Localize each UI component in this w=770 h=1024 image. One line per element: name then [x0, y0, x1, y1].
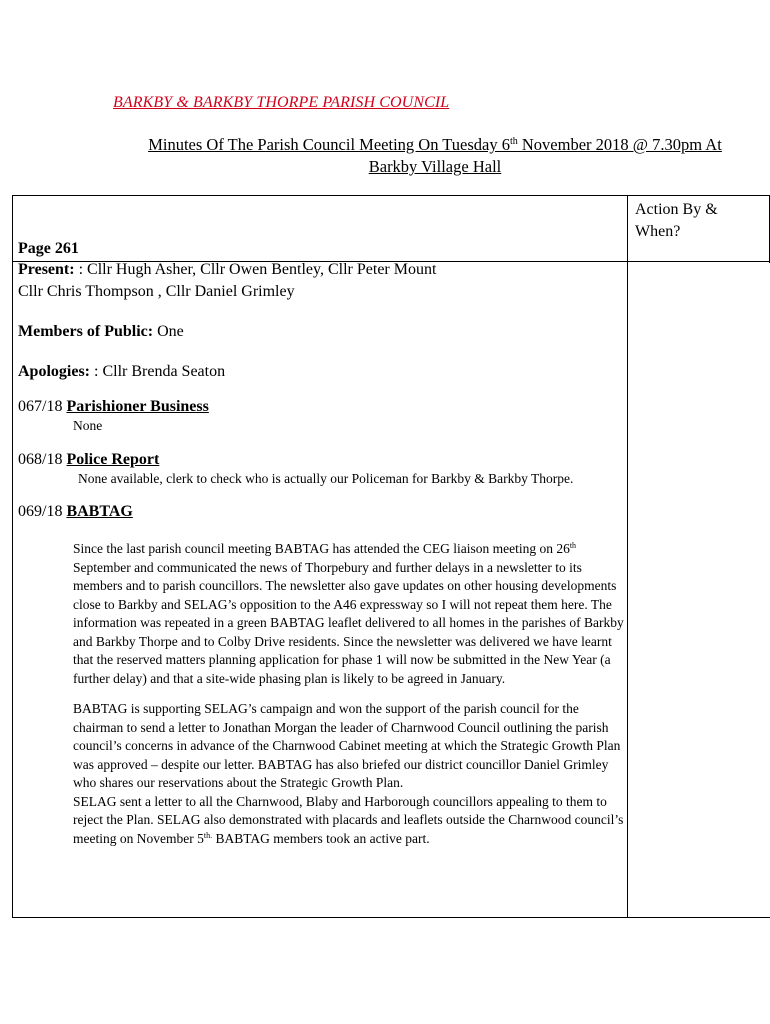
council-name: BARKBY & BARKBY THORPE PARISH COUNCIL — [113, 94, 450, 111]
babtag-paragraph-2: BABTAG is supporting SELAG’s campaign and won the support of the parish council for the chairman to send a letter to Jonathan Morgan the leader of Charnwood Council outlining the parish council’s concerns in advance of the Charnwood Cabinet meeting at which the Strategic Growth Plan was approved – despite our letter. BABTAG has also briefed our district councillor Daniel Grimley who shares our reservations about the Strategic Growth Plan. — [73, 701, 621, 790]
apologies: Apologies: : Cllr Brenda Seaton — [18, 363, 226, 380]
meeting-title-line1: Minutes Of The Parish Council Meeting On Tuesday 6th November 2018 @ 7.30pm At — [148, 135, 722, 154]
section-body-police-report: None available, clerk to check who is actually our Policeman for Barkby & Barkby Thorpe. — [78, 470, 574, 486]
section-body-parishioner-business: None — [73, 418, 103, 433]
section-heading-babtag: 069/18 BABTAG — [18, 503, 133, 520]
present-line-2: Cllr Chris Thompson , Cllr Daniel Grimley — [18, 283, 295, 300]
members-of-public: Members of Public: One — [18, 323, 184, 340]
meeting-title — [100, 134, 770, 178]
action-column-header: Action By & When? — [635, 201, 718, 240]
meeting-title-line2: Barkby Village Hall — [368, 157, 502, 176]
section-heading-parishioner-business: 067/18 Parishioner Business — [18, 398, 209, 415]
page-number: Page 261 — [18, 240, 79, 257]
present-line: Present: : Cllr Hugh Asher, Cllr Owen Bentley, Cllr Peter Mount — [18, 261, 437, 278]
minutes-content — [18, 239, 623, 848]
section-heading-police-report: 068/18 Police Report — [18, 450, 160, 468]
minutes-table — [12, 195, 770, 918]
babtag-paragraph-3: SELAG sent a letter to all the Charnwood, Blaby and Harborough councillors appealing to them to reject the Plan. SELAG also demonstrated with placards and leaflets outside the Charnwood council’s meeting on November $5^{th.}$ BABTAG members took an active part. — [73, 793, 624, 846]
babtag-paragraph-1: Since the last parish council meeting BABTAG has attended the CEG liaison meeting on 26th September and communicated the news of Thorpebury and further delays in a newsletter to its members and to parish councillors. The newsletter also gave updates on other housing developments close to Barkby and SELAG’s opposition to the A46 expressway so I will not repeat them here. The information was repeated in a green BABTAG leaflet delivered to all homes in the parishes of Barkby and Barkby Thorpe and to Colby Drive residents. Since the newsletter was delivered we have learnt that the reserved matters planning application for phase 1 will now be submitted in the New Year (a further delay) and that a site-wide phasing plan is likely to be agreed in January. — [73, 541, 624, 686]
